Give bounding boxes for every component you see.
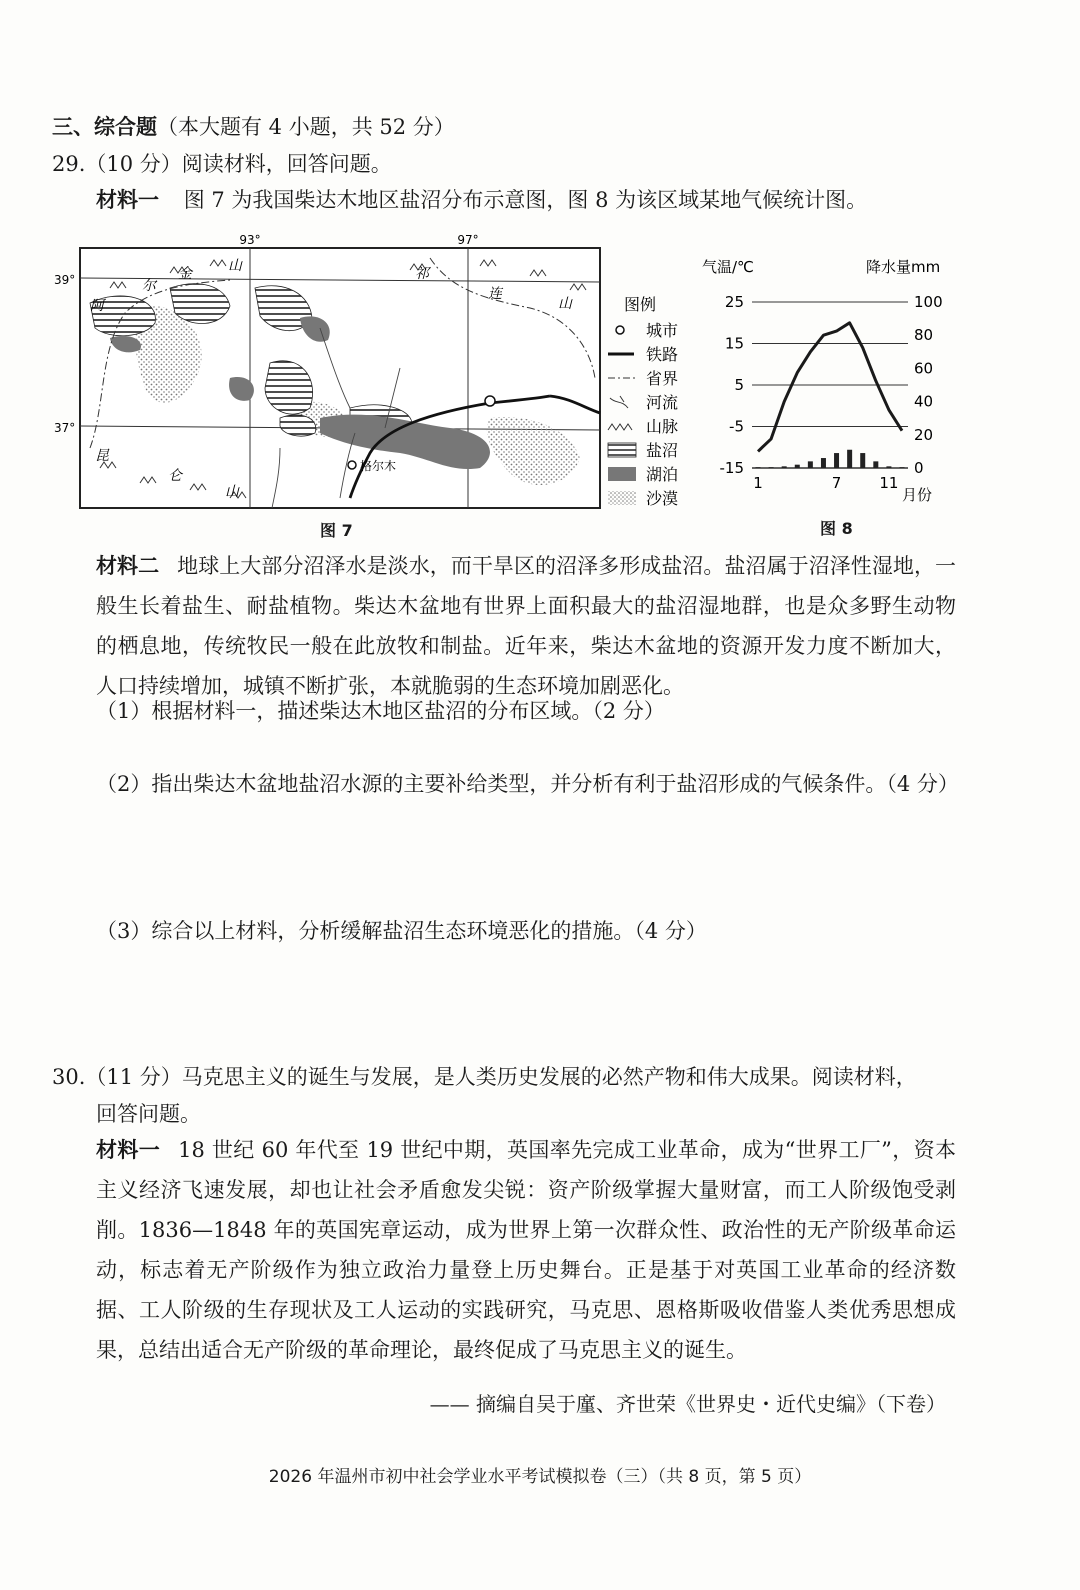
mountain-label-shan1: 山 — [228, 258, 242, 274]
chart-x-label: 月份 — [902, 486, 933, 504]
legend-desert: 沙漠 — [646, 489, 679, 508]
figure7-map — [50, 228, 610, 548]
lat-label-37: 37° — [54, 421, 76, 435]
precipitation-bar — [834, 453, 839, 468]
mountain-label-qi: 祁 — [415, 266, 429, 282]
section-title: 三、综合题 — [52, 115, 157, 139]
precipitation-bar — [821, 458, 826, 468]
q30-source: —— 摘编自吴于廑、齐世荣《世界史・近代史编》（下卷） — [429, 1392, 946, 1416]
precipitation-bar — [886, 466, 891, 468]
legend-saltmarsh-icon — [608, 443, 636, 457]
y-left-tick-label: 25 — [724, 293, 744, 311]
mountain-label-kun: 昆 — [95, 448, 109, 464]
q29-head: 29.（10 分）阅读材料，回答问题。 — [52, 152, 392, 176]
precipitation-bar — [769, 467, 774, 468]
chart-y-right-label: 降水量mm — [866, 258, 941, 276]
y-right-tick-label: 60 — [914, 359, 934, 378]
figure8-caption: 图 8 — [820, 519, 853, 538]
q30-head-line2: 回答问题。 — [96, 1102, 201, 1126]
y-right-tick-label: 20 — [914, 425, 934, 444]
figure7-caption: 图 7 — [320, 521, 353, 540]
lon-label-93: 93° — [239, 233, 261, 247]
q29-material2 — [96, 546, 956, 706]
q30-material1 — [96, 1130, 956, 1370]
y-right-tick-label: 40 — [914, 392, 934, 411]
y-right-tick-label: 0 — [914, 459, 924, 477]
q29-m1-label: 材料一 — [96, 188, 159, 212]
precipitation-bar — [756, 467, 761, 468]
map-legend — [598, 288, 698, 518]
mountain-label-shan3: 山 — [225, 484, 239, 500]
q30-m1-label: 材料一 — [96, 1138, 161, 1162]
precipitation-bar — [808, 461, 813, 468]
precipitation-bar — [873, 461, 878, 468]
mountain-label-er: 尔 — [142, 278, 156, 294]
y-left-tick-label: -5 — [729, 417, 744, 436]
city-marker-east — [485, 396, 495, 406]
q29-sub3: （3）综合以上材料，分析缓解盐沼生态环境恶化的措施。（4 分） — [96, 919, 707, 943]
lon-label-97: 97° — [457, 233, 479, 247]
y-right-tick-label: 80 — [914, 326, 934, 345]
q30-m1-text: 18 世纪 60 年代至 19 世纪中期，英国率先完成工业革命，成为“世界工厂”，资本主义经济飞速发展，却也让社会矛盾愈发尖锐：资产阶级掌握大量财富，而工人阶级饱受剥削。1836—1848 年的英国宪章运动，成为世界上第一次群众性、政治性的无产阶级革命运动，标志着无产阶级作为独立政治力量登上历史舞台。正是基于对英国工业革命的经济数据、工人阶级的生存现状及工人运动的实践研究，马克思、恩格斯吸收借鉴人类优秀思想成果，总结出适合无产阶级的革命理论，最终促成了马克思主义的诞生。 — [96, 1138, 956, 1362]
q30-head-line1: 30.（11 分）马克思主义的诞生与发展，是人类历史发展的必然产物和伟大成果。阅读材料， — [52, 1065, 917, 1089]
y-left-tick-label: 15 — [724, 334, 744, 353]
q29-m2-label: 材料二 — [96, 554, 160, 578]
legend-desert-icon — [608, 491, 636, 505]
legend-mountain-icon — [608, 424, 632, 430]
city-marker-golmud — [348, 461, 356, 469]
q29-m1-text: 图 7 为我国柴达木地区盐沼分布示意图，图 8 为该区域某地气候统计图。 — [183, 188, 868, 212]
legend-city: 城市 — [646, 321, 679, 340]
mountain-label-shan2: 山 — [558, 296, 572, 312]
q29-sub1: （1）根据材料一，描述柴达木地区盐沼的分布区域。（2 分） — [96, 699, 665, 723]
section-heading — [52, 113, 455, 141]
precipitation-bar — [847, 450, 852, 468]
legend-lake-icon — [608, 467, 636, 481]
legend-lake: 湖泊 — [646, 465, 679, 484]
legend-saltmarsh: 盐沼 — [646, 441, 679, 460]
y-left-tick-label: -15 — [719, 459, 744, 477]
legend-city-icon — [616, 326, 624, 334]
y-left-tick-label: 5 — [734, 376, 744, 394]
precipitation-bar — [795, 465, 800, 468]
precipitation-bar — [860, 453, 865, 468]
legend-mountain: 山脉 — [646, 417, 679, 436]
mountain-label-lian: 连 — [488, 286, 502, 302]
city-label-golmud: 格尔木 — [360, 459, 397, 473]
mountain-label-lun: 仑 — [168, 468, 182, 484]
legend-river-icon — [610, 396, 628, 408]
legend-title: 图例 — [624, 295, 657, 314]
temperature-line — [758, 323, 902, 452]
precipitation-bar — [782, 466, 787, 468]
legend-railway: 铁路 — [646, 345, 679, 364]
precipitation-bar — [900, 467, 905, 468]
q29-material1 — [96, 186, 867, 214]
mountain-label-a: 阿 — [90, 298, 104, 314]
mountain-label-jin: 金 — [178, 266, 192, 282]
q29-m2-text: 地球上大部分沼泽水是淡水，而干旱区的沼泽多形成盐沼。盐沼属于沼泽性湿地，一般生长着盐生、耐盐植物。柴达木盆地有世界上面积最大的盐沼湿地群，也是众多野生动物的栖息地，传统牧民一般在此放牧和制盐。近年来，柴达木盆地的资源开发力度不断加大，人口持续增加，城镇不断扩张，本就脆弱的生态环境加剧恶化。 — [96, 554, 956, 698]
lat-label-39: 39° — [54, 273, 76, 287]
chart-y-left-label: 气温/℃ — [702, 258, 754, 276]
page-footer: 2026 年温州市初中社会学业水平考试模拟卷（三）（共 8 页，第 5 页） — [268, 1467, 812, 1487]
legend-boundary: 省界 — [646, 369, 679, 388]
y-right-tick-label: 100 — [914, 293, 943, 311]
x-tick-label: 11 — [879, 474, 899, 492]
figure8-climate-chart — [700, 250, 965, 515]
section-note: （本大题有 4 小题，共 52 分） — [157, 115, 455, 139]
legend-river: 河流 — [646, 393, 679, 412]
q29-sub2: （2）指出柴达木盆地盐沼水源的主要补给类型，并分析有利于盐沼形成的气候条件。（4 分） — [96, 772, 959, 796]
x-tick-label: 7 — [831, 474, 842, 492]
x-tick-label: 1 — [753, 474, 763, 492]
